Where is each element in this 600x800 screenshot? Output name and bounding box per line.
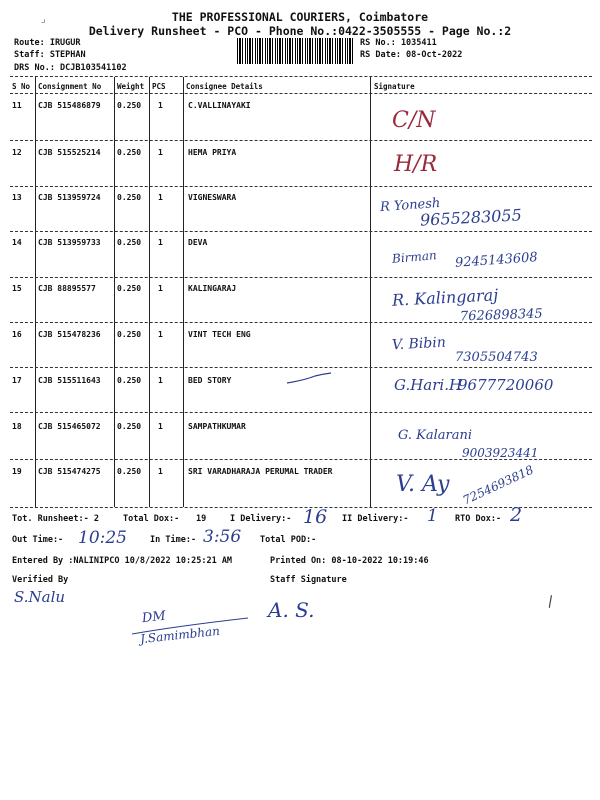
ii-delivery-label: II Delivery:- [342,514,409,524]
row-signature-phone: 9003923441 [462,446,539,460]
rto-dox-label: RTO Dox:- [455,514,502,524]
row-pcs: 1 [158,238,163,247]
row-separator [10,140,592,141]
runsheet-subtitle: Delivery Runsheet - PCO - Phone No.:0422-3505555 - Page No.:2 [88,24,512,38]
rs-number: RS No.: 1035411 [360,38,437,48]
row-sno: 19 [12,467,22,476]
in-time-value: 3:56 [203,527,242,547]
row-signature: V. Ay [396,472,450,497]
row-consignee: BED STORY [188,376,232,385]
row-signature: C/N [392,108,436,133]
i-delivery-label: I Delivery:- [230,514,292,524]
row-separator [10,367,592,368]
row-separator [10,322,592,323]
row-consignee: KALINGARAJ [188,284,237,293]
col-consignee: Consignee Details [186,82,263,91]
verified-by-label: Verified By [12,575,69,585]
row-sno: 13 [12,193,22,202]
row-signature-phone: 7626898345 [459,306,543,325]
total-pod-label: Total POD:- [260,535,317,545]
row-signature-phone: 7254693818 [460,462,536,508]
row-consignee: SRI VARADHARAJA PERUMAL TRADER [188,467,333,476]
row-separator [10,186,592,187]
col-weight: Weight [117,82,145,91]
row-pcs: 1 [158,422,163,431]
row-consignee: VINT TECH ENG [188,330,251,339]
row-consignee: C.VALLINAYAKI [188,101,251,110]
row-weight: 0.250 [117,193,142,202]
column-divider [114,77,115,507]
rs-date: RS Date: 08-Oct-2022 [360,50,463,60]
i-delivery-value: 16 [303,506,328,528]
row-consignment: CJB 513959724 [38,193,101,202]
row-signature-phone: 9245143608 [454,250,539,271]
row-consignment: CJB 515486879 [38,101,101,110]
col-consignment: Consignment No [38,82,102,91]
table-header-border [10,93,592,94]
corner-mark: ⌟ [40,14,47,25]
table-bottom-border [10,507,592,508]
row-pcs: 1 [158,376,163,385]
row-consignee: VIGNESWARA [188,193,237,202]
row-pcs: 1 [158,284,163,293]
manager-initials: DM [141,608,167,627]
ii-delivery-value: 1 [427,506,438,526]
row-weight: 0.250 [117,284,142,293]
column-divider [370,77,371,507]
row-consignee: SAMPATHKUMAR [188,422,246,431]
row-weight: 0.250 [117,330,142,339]
row-sno: 11 [12,101,22,110]
company-title: THE PROFESSIONAL COURIERS, Coimbatore [171,10,429,24]
row-weight: 0.250 [117,148,142,157]
row-weight: 0.250 [117,238,142,247]
col-signature: Signature [374,82,415,91]
out-time-value: 10:25 [78,528,127,548]
col-sno: S No [12,82,31,91]
row-separator [10,277,592,278]
pen-mark [285,372,335,386]
row-weight: 0.250 [117,101,142,110]
row-signature: R Yonesh [379,195,441,216]
row-weight: 0.250 [117,422,142,431]
row-pcs: 1 [158,467,163,476]
row-consignment: CJB 515474275 [38,467,101,476]
row-weight: 0.250 [117,376,142,385]
route-label: Route: IRUGUR [14,38,81,48]
row-signature: G. Kalarani [398,428,473,443]
row-sno: 12 [12,148,22,157]
row-signature: Birman [391,248,438,266]
entered-by: Entered By :NALINIPCO 10/8/2022 10:25:21 AM [12,556,233,566]
row-pcs: 1 [158,101,163,110]
table-top-border [10,76,592,77]
row-pcs: 1 [158,193,163,202]
row-separator [10,231,592,232]
barcode [237,38,355,64]
manager-name: J.Samimbhan [139,623,221,647]
row-signature-phone: 9677720060 [458,376,554,394]
row-separator [10,459,592,460]
col-pcs: PCS [152,82,166,91]
row-signature-phone: 7305504743 [455,350,538,365]
staff-signature-label: Staff Signature [270,575,347,585]
out-time-label: Out Time:- [12,535,64,545]
drs-number: DRS No.: DCJB103541102 [14,63,127,73]
total-dox-label: Total Dox:- [123,514,180,524]
row-weight: 0.250 [117,467,142,476]
row-consignment: CJB 515525214 [38,148,101,157]
row-consignment: CJB 88895577 [38,284,96,293]
row-sno: 18 [12,422,22,431]
row-signature-phone: 9655283055 [419,205,523,230]
row-sno: 17 [12,376,22,385]
manager-underline [128,612,268,642]
in-time-label: In Time:- [150,535,197,545]
row-sno: 16 [12,330,22,339]
total-runsheet: Tot. Runsheet:- 2 [12,514,99,524]
row-separator [10,412,592,413]
column-divider [149,77,150,507]
row-consignment: CJB 515478236 [38,330,101,339]
row-pcs: 1 [158,148,163,157]
row-consignee: HEMA PRIYA [188,148,237,157]
row-sno: 14 [12,238,22,247]
total-dox-value: 19 [196,514,207,524]
corner-mark: \ [542,593,559,611]
row-pcs: 1 [158,330,163,339]
row-signature: H/R [394,152,438,177]
staff-signature: A. S. [268,598,315,622]
row-consignment: CJB 513959733 [38,238,101,247]
column-divider [35,77,36,507]
row-signature: R. Kalingaraj [391,285,499,310]
row-signature: G.Hari.H [394,376,463,394]
row-consignment: CJB 515465072 [38,422,101,431]
row-sno: 15 [12,284,22,293]
column-divider [183,77,184,507]
row-signature: V. Bibin [391,334,447,354]
row-consignee: DEVA [188,238,208,247]
printed-on: Printed On: 08-10-2022 10:19:46 [270,556,429,566]
staff-label: Staff: STEPHAN [14,50,86,60]
rto-dox-value: 2 [510,504,523,526]
verified-signature: S.Nalu [14,588,66,606]
row-consignment: CJB 515511643 [38,376,101,385]
